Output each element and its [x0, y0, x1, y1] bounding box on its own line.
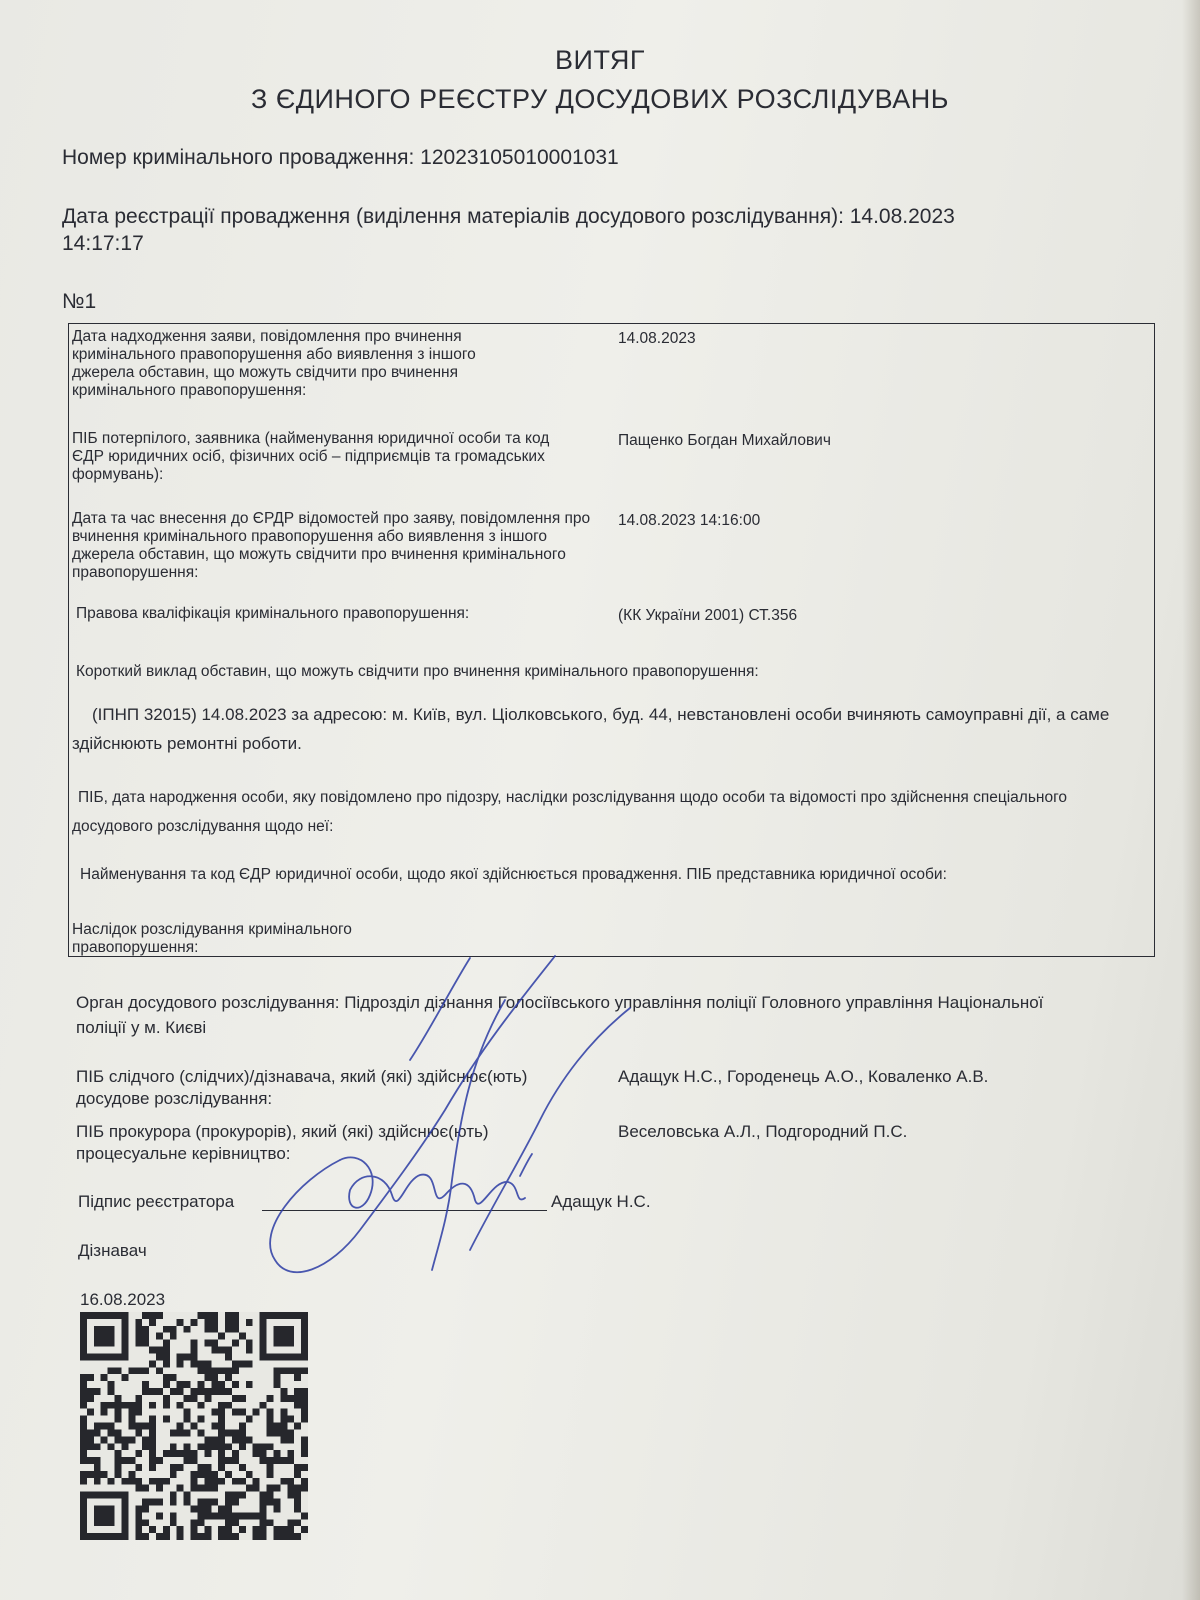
row-label-application-date: Дата надходження заяви, повідомлення про вчинення кримінального правопорушення або виявлення з іншого джерела обставин, що можуть свідчити про вчинення кримінального правопорушення:: [72, 328, 476, 399]
registrar-signature-label: Підпис реєстратора: [78, 1192, 235, 1211]
prosecutor-value: Веселовська А.Л., Подгородний П.С.: [618, 1122, 908, 1141]
prosecutor-label: ПІБ прокурора (прокурорів), який (які) здійснює(ють) процесуальне керівництво:: [76, 1122, 489, 1163]
case-number: Номер кримінального провадження: 12023105010001031: [62, 146, 619, 169]
entry-number: №1: [62, 290, 97, 313]
summary-label: Короткий виклад обставин, що можуть свідчити про вчинення кримінального правопорушення:: [76, 663, 759, 680]
document-date: 16.08.2023: [80, 1290, 166, 1309]
row-label-entry-datetime: Дата та час внесення до ЄРДР відомостей про заяву, повідомлення про вчинення кримінального правопорушення або виявлення з іншого джерела обставин, що можуть свідчити про вчинення кримінального правопорушення:: [72, 510, 591, 581]
registration-date: Дата реєстрації провадження (виділення матеріалів досудового розслідування): 14.08.2023: [62, 205, 955, 228]
registration-time: 14:17:17: [62, 232, 144, 255]
suspect-label: ПІБ, дата народження особи, яку повідомлено про підозру, наслідки розслідування щодо особи та відомості про здійснення спеціального досудового розслідування щодо неї:: [72, 789, 1068, 835]
paper-edge-shadow: [1182, 0, 1200, 1600]
registrar-position: Дізнавач: [78, 1241, 147, 1260]
row-label-victim: ПІБ потерпілого, заявника (найменування юридичної особи та код ЄДР юридичних осіб, фізичних осіб – підприємців та громадських формувань):: [72, 430, 550, 483]
investigator-label: ПІБ слідчого (слідчих)/дізнавача, який (які) здійснює(ють) досудове розслідування:: [76, 1067, 528, 1108]
document-title: ВИТЯГ: [555, 45, 645, 75]
investigator-value: Адащук Н.С., Городенець А.О., Коваленко А.В.: [618, 1067, 989, 1086]
summary-text: (ІПНП 32015) 14.08.2023 за адресою: м. Київ, вул. Ціолковського, буд. 44, невстановлені особи вчиняють самоуправні дії, а саме здійснюють ремонтні роботи.: [72, 705, 1110, 753]
qr-code: [80, 1312, 308, 1540]
registrar-name: Адащук Н.С.: [551, 1192, 651, 1211]
register-table: [68, 323, 1155, 957]
row-value-entry-datetime: 14.08.2023 14:16:00: [618, 512, 761, 529]
row-value-qualification: (КК України 2001) СТ.356: [618, 607, 798, 624]
document-subtitle: З ЄДИНОГО РЕЄСТРУ ДОСУДОВИХ РОЗСЛІДУВАНЬ: [251, 84, 949, 114]
row-label-qualification: Правова кваліфікація кримінального правопорушення:: [76, 605, 470, 622]
investigation-authority: Орган досудового розслідування: Підрозділ дізнання Голосіївського управління поліції Головного управління Національної поліції у м. Києві: [76, 993, 1044, 1037]
legal-entity-label: Найменування та код ЄДР юридичної особи, щодо якої здійснюється провадження. ПІБ представника юридичної особи:: [80, 866, 947, 883]
row-value-application-date: 14.08.2023: [618, 330, 696, 347]
signature-line: [262, 1210, 547, 1211]
row-value-victim: Пащенко Богдан Михайлович: [618, 432, 831, 449]
outcome-label: Наслідок розслідування кримінального правопорушення:: [72, 921, 352, 956]
